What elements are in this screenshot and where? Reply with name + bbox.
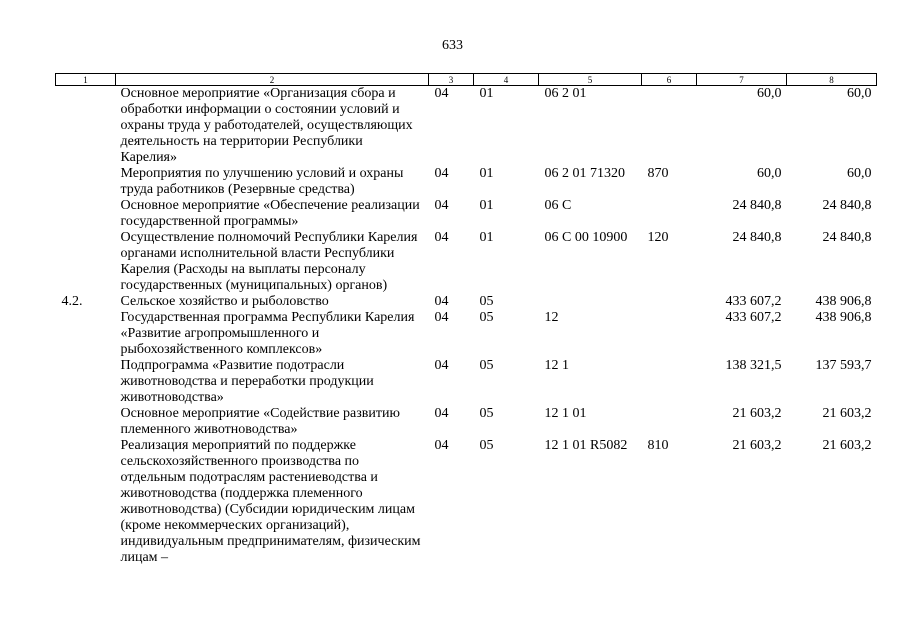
row-number — [56, 358, 116, 406]
column-header: 8 — [787, 74, 877, 86]
row-expense-type — [642, 406, 697, 438]
row-amount-year1: 60,0 — [757, 166, 782, 181]
column-header: 1 — [56, 74, 116, 86]
row-subsection: 05 — [479, 310, 494, 325]
table-row — [56, 198, 877, 230]
row-number — [56, 438, 116, 566]
row-name: Основное мероприятие «Организация сбора и обработки информации о состоянии условий и охраны труда у работодателей, осуществляющих деятельность на территории Республики Карелия» — [120, 86, 413, 165]
row-amount-year1: 24 840,8 — [732, 230, 782, 245]
row-expense-type — [642, 198, 697, 230]
table-row — [56, 230, 877, 294]
row-amount-year1: 433 607,2 — [725, 294, 782, 309]
row-expense-type: 810 — [647, 438, 669, 453]
row-name: Основное мероприятие «Содействие развитию племенного животноводства» — [120, 406, 400, 437]
row-subsection: 05 — [479, 294, 494, 309]
row-number — [56, 310, 116, 358]
row-name: Осуществление полномочий Республики Карелия органами исполнительной власти Республики Карелия (Расходы на выплаты персоналу государственных (муниципальных) органов) — [120, 230, 418, 293]
row-subsection: 01 — [479, 198, 494, 213]
row-target-article: 12 1 — [544, 358, 569, 373]
column-header: 5 — [539, 74, 642, 86]
table-row — [56, 406, 877, 438]
row-section: 04 — [434, 406, 449, 421]
row-amount-year2: 60,0 — [847, 86, 872, 101]
row-amount-year2: 24 840,8 — [822, 230, 872, 245]
row-expense-type — [642, 86, 697, 167]
row-expense-type — [642, 358, 697, 406]
row-amount-year2: 137 593,7 — [815, 358, 872, 373]
row-section: 04 — [434, 230, 449, 245]
row-expense-type — [642, 310, 697, 358]
column-number-row — [56, 74, 877, 86]
row-amount-year2: 438 906,8 — [815, 294, 872, 309]
row-section: 04 — [434, 166, 449, 181]
row-target-article — [539, 294, 642, 310]
row-amount-year1: 433 607,2 — [725, 310, 782, 325]
row-amount-year1: 138 321,5 — [725, 358, 782, 373]
row-target-article: 06 2 01 — [544, 86, 587, 101]
row-name: Подпрограмма «Развитие подотрасли животноводства и переработки продукции животноводства» — [120, 358, 374, 405]
row-amount-year2: 60,0 — [847, 166, 872, 181]
budget-table — [55, 73, 877, 566]
row-target-article: 12 — [544, 310, 559, 325]
table-row — [56, 294, 877, 310]
row-number: 4.2. — [61, 294, 83, 309]
row-section: 04 — [434, 198, 449, 213]
table-row — [56, 166, 877, 198]
row-amount-year1: 60,0 — [757, 86, 782, 101]
row-number — [56, 230, 116, 294]
row-amount-year1: 24 840,8 — [732, 198, 782, 213]
row-name: Реализация мероприятий по поддержке сельскохозяйственного производства по отдельным подотраслям растениеводства и животноводства (поддержка племенного животноводства) (Субсидии юридическим лицам (кроме некоммерческих организаций), индивидуальным предпринимателям, физическим лицам – — [120, 438, 421, 565]
table-row — [56, 438, 877, 566]
row-section: 04 — [434, 86, 449, 101]
row-target-article: 12 1 01 R5082 — [544, 438, 628, 453]
row-subsection: 01 — [479, 166, 494, 181]
row-subsection: 05 — [479, 406, 494, 421]
row-name: Сельское хозяйство и рыболовство — [120, 294, 329, 309]
column-header: 6 — [642, 74, 697, 86]
row-amount-year1: 21 603,2 — [732, 406, 782, 421]
page-number: 633 — [442, 38, 463, 53]
row-target-article: 12 1 01 — [544, 406, 587, 421]
row-number — [56, 166, 116, 198]
row-expense-type — [642, 294, 697, 310]
row-expense-type: 870 — [647, 166, 669, 181]
row-amount-year2: 21 603,2 — [822, 406, 872, 421]
row-amount-year2: 438 906,8 — [815, 310, 872, 325]
column-header: 3 — [429, 74, 474, 86]
table-row — [56, 310, 877, 358]
row-subsection: 05 — [479, 438, 494, 453]
row-number — [56, 86, 116, 167]
row-amount-year1: 21 603,2 — [732, 438, 782, 453]
row-section: 04 — [434, 438, 449, 453]
row-number — [56, 406, 116, 438]
row-amount-year2: 24 840,8 — [822, 198, 872, 213]
row-expense-type: 120 — [647, 230, 669, 245]
table-row — [56, 86, 877, 167]
row-name: Основное мероприятие «Обеспечение реализации государственной программы» — [120, 198, 420, 229]
row-section: 04 — [434, 294, 449, 309]
row-subsection: 05 — [479, 358, 494, 373]
column-header: 2 — [116, 74, 429, 86]
row-section: 04 — [434, 310, 449, 325]
column-header: 7 — [697, 74, 787, 86]
row-amount-year2: 21 603,2 — [822, 438, 872, 453]
row-target-article: 06 С — [544, 198, 572, 213]
row-name: Государственная программа Республики Карелия «Развитие агропромышленного и рыбохозяйственного комплексов» — [120, 310, 415, 357]
column-header: 4 — [474, 74, 539, 86]
row-number — [56, 198, 116, 230]
row-name: Мероприятия по улучшению условий и охраны труда работников (Резервные средства) — [120, 166, 404, 197]
table-row — [56, 358, 877, 406]
row-subsection: 01 — [479, 86, 494, 101]
row-subsection: 01 — [479, 230, 494, 245]
row-target-article: 06 2 01 71320 — [544, 166, 625, 181]
row-section: 04 — [434, 358, 449, 373]
row-target-article: 06 С 00 10900 — [544, 230, 628, 245]
